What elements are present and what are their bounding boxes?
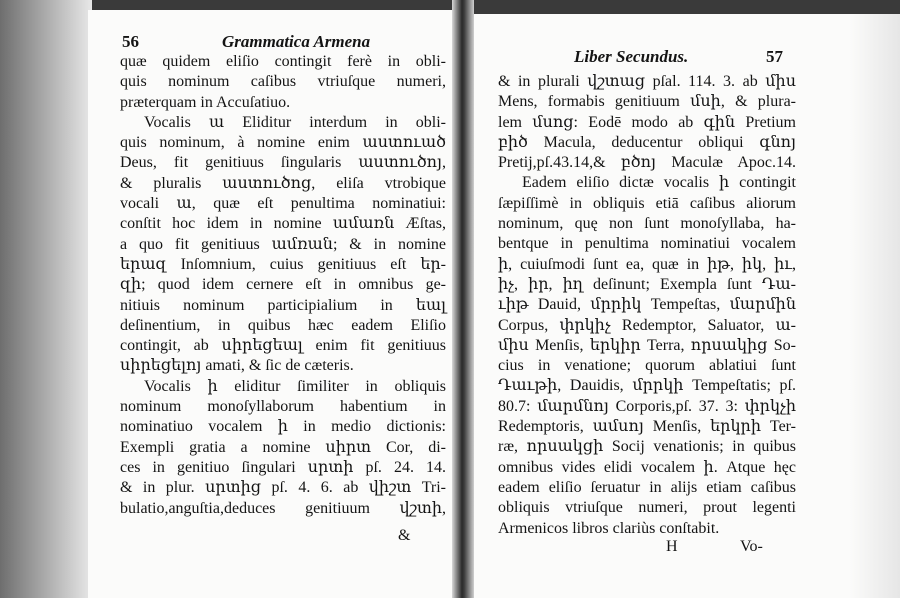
text-line: omnibus vides elidi vocalem ի. Atque hęc bbox=[498, 458, 796, 476]
text-line: contingit, ab սիրեցեալ enim fit genitiuus bbox=[120, 337, 446, 355]
right-catchword: Vo- bbox=[740, 538, 763, 555]
text-line: præterquam in Accuſatiuo. bbox=[120, 93, 291, 111]
right-page-text bbox=[498, 72, 796, 539]
left-page-number: 56 bbox=[122, 32, 139, 51]
text-line: Deus, fit genitiuus ſingularis աստուծոյ, bbox=[120, 154, 446, 172]
text-line: & pluralis աստուծոց, eliſa vtrobique bbox=[120, 174, 446, 192]
text-line: ræ, որսակցի Socij venationis; in quibus bbox=[498, 438, 796, 456]
text-line: զի; quod idem cernere eſt in omnibus ge- bbox=[120, 276, 446, 294]
text-line: Vocalis ա Eliditur interdum in obli- bbox=[144, 113, 446, 131]
left-running-head: Grammatica Armena bbox=[222, 32, 371, 51]
signature-mark: H bbox=[666, 538, 678, 555]
text-line: Redemptoris, ամսոյ Menſis, երկրի Ter- bbox=[498, 418, 796, 436]
text-line: ces in genitiuo ſingulari սրտի pſ. 24. 14. bbox=[120, 458, 446, 476]
text-line: երազ Inſomnium, cuius genitiuus eſt եր- bbox=[120, 255, 446, 273]
scan-left-border bbox=[0, 0, 92, 598]
text-line: ſæpiſſimè in obliquis etiā caſibus aliorum bbox=[498, 194, 796, 212]
text-line: Vocalis ի eliditur ſimiliter in obliquis bbox=[144, 377, 446, 395]
text-line: nominum, quę non ſunt monoſyllaba, ha- bbox=[498, 215, 796, 233]
right-running-head: Liber Secundus. bbox=[574, 47, 689, 66]
book-gutter bbox=[452, 0, 474, 598]
text-line: Eadem eliſio dictæ vocalis ի contingit bbox=[522, 174, 796, 192]
text-line: eadem eliſio ſeruatur in alijs etiam caſibus bbox=[498, 478, 796, 496]
text-line: bulatio,anguſtia,deduces genitiuum վշտի, bbox=[120, 499, 446, 517]
text-line: cius in venatione; quorum ablatiui ſunt bbox=[498, 357, 796, 375]
page-edge bbox=[850, 14, 900, 598]
text-line: 80.7: մարմնոյ Corporis,pſ. 37. 3: փրկչի bbox=[498, 397, 796, 415]
text-line: Pretij,pſ.43.14,& բծոյ Maculæ Apoc.14. bbox=[498, 154, 796, 172]
text-line: & in plurali վշտաց pſal. 114. 3. ab միս bbox=[498, 73, 796, 90]
text-line: Armenicos libros clariùs conſtabit. bbox=[498, 519, 720, 537]
text-line: & in plur. սրտից pſ. 4. 6. ab վիշտ Tri- bbox=[120, 479, 446, 497]
text-line: conſtit hoc idem in nomine ամառն Æſtas, bbox=[120, 215, 446, 233]
left-catchword: & bbox=[398, 527, 411, 544]
text-line: quis nominum, à nomine enim աստուած bbox=[120, 134, 446, 152]
text-line: lem մսոց: Eodē modo ab գին Pretium bbox=[498, 113, 796, 131]
text-line: nitiuis nominum participialium in եալ bbox=[120, 296, 446, 314]
text-line: nominatiuo vocalem ի in medio dictionis: bbox=[120, 418, 446, 436]
text-line: բիծ Macula, deducentur obliqui գնոյ bbox=[498, 133, 796, 151]
text-line: Exempli gratia a nomine սիրտ Cor, di- bbox=[120, 438, 446, 456]
text-line: ի, cuiuſmodi ſunt ea, quæ in իթ, իկ, իւ, bbox=[498, 255, 796, 273]
text-line: միս Menſis, երկիր Terra, որսակից So- bbox=[498, 336, 796, 354]
text-line: Corpus, փրկիչ Redemptor, Saluator, ա- bbox=[498, 316, 796, 334]
text-line: a quo fit genitiuus ամռան; & in nomine bbox=[120, 235, 446, 253]
text-line: իչ, իր, իղ deſinunt; Exempla ſunt Դա- bbox=[498, 275, 796, 293]
text-line: սիրեցելոյ amati, & ſic de cæteris. bbox=[120, 357, 354, 375]
text-line: bentque in penultima nominatiui vocalem bbox=[498, 235, 796, 253]
text-line: vocali ա, quæ eſt penultima nominatiui: bbox=[120, 195, 446, 213]
text-line: quis nominum caſibus vtriuſque numeri, bbox=[120, 73, 446, 91]
right-page-number: 57 bbox=[766, 47, 783, 66]
text-line: Mens, formabis genitiuum մսի, & plura- bbox=[498, 93, 796, 111]
text-line: obliquis vtriuſque numeri, prout legenti bbox=[498, 499, 796, 517]
text-line: deſinentium, in quibus hæc eadem Eliſio bbox=[120, 316, 446, 334]
text-line: nominum monoſyllaborum habentium in bbox=[120, 398, 446, 416]
text-line: quæ quidem eliſio contingit ferè in obli- bbox=[120, 53, 446, 70]
text-line: ւիթ Dauid, մրրիկ Tempeſtas, մարմին bbox=[498, 296, 796, 314]
text-line: Դաւթի, Dauidis, մրրկի Tempeſtatis; pſ. bbox=[498, 377, 796, 395]
left-page-text bbox=[120, 52, 446, 519]
